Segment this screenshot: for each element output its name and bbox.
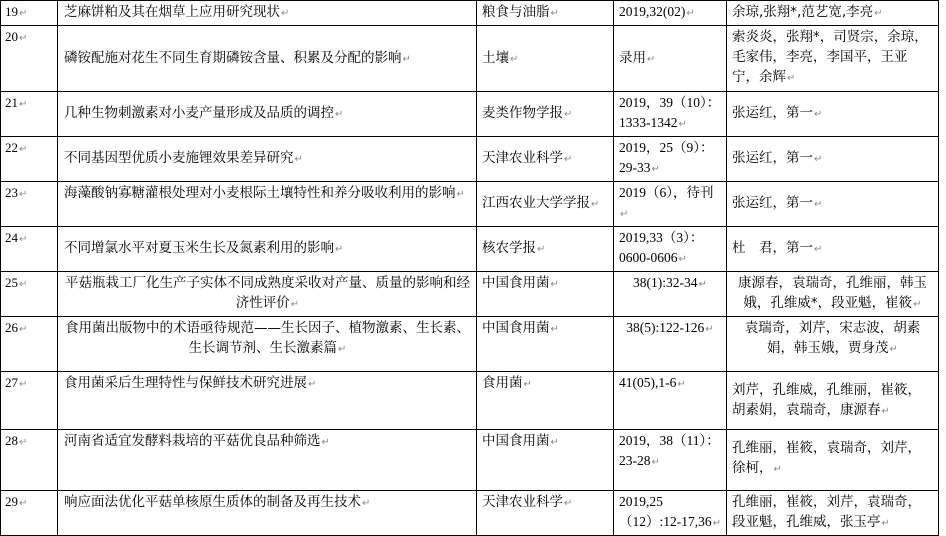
journal-name: 食用菌↵: [477, 372, 614, 430]
table-body: [1, 1, 939, 536]
table-row: [1, 227, 939, 272]
journal-name: 粮食与油脂↵: [477, 1, 614, 26]
row-number: 27↵: [1, 372, 58, 430]
publication-info: 2019,25（12）:12-17,36↵: [614, 491, 727, 536]
paper-title: 食用菌出版物中的术语亟待规范——生长因子、植物激素、生长素、生长调节剂、生长激素篇↵: [58, 317, 477, 372]
row-number: 29↵: [1, 491, 58, 536]
table-row: [1, 137, 939, 182]
row-number: 19↵: [1, 1, 58, 26]
publication-info: 2019，39（10）：1333-1342↵: [614, 92, 727, 137]
table-row: [1, 317, 939, 372]
authors: 张运红，第一↵: [727, 92, 939, 137]
publication-info: 41(05),1-6↵: [614, 372, 727, 430]
paper-title: 响应面法优化平菇单核原生质体的制备及再生技术↵: [58, 491, 477, 536]
row-number: 22↵: [1, 137, 58, 182]
table-row: [1, 1, 939, 26]
paper-title: 不同基因型优质小麦施锂效果差异研究↵: [58, 137, 477, 182]
table-row: [1, 430, 939, 491]
publication-info: 2019（6），待刊↵: [614, 182, 727, 227]
authors: 索炎炎，张翔*，司贤宗，余琼，毛家伟，李亮，李国平，王亚宁，余辉↵: [727, 26, 939, 92]
row-number: 25↵: [1, 272, 58, 317]
paper-title: 海藻酸钠寡糖灌根处理对小麦根际土壤特性和养分吸收利用的影响↵: [58, 182, 477, 227]
authors: 袁瑞奇，刘芹，宋志波，胡素娟，韩玉娥，贾身茂↵: [727, 317, 939, 372]
authors: 刘芹，孔维威，孔维丽，崔筱，胡素娟，袁瑞奇，康源春↵: [727, 372, 939, 430]
journal-name: 天津农业科学↵: [477, 491, 614, 536]
table-row: [1, 92, 939, 137]
table-row: [1, 26, 939, 92]
row-number: 21↵: [1, 92, 58, 137]
publication-info: 2019,33（3）：0600-0606↵: [614, 227, 727, 272]
authors: 康源春，袁瑞奇，孔维丽，韩玉娥，孔维威*，段亚魁，崔筱↵: [727, 272, 939, 317]
journal-name: 土壤↵: [477, 26, 614, 92]
table-row: [1, 372, 939, 430]
table-row: [1, 272, 939, 317]
journal-name: 中国食用菌↵: [477, 430, 614, 491]
journal-name: 天津农业科学↵: [477, 137, 614, 182]
journal-name: 中国食用菌↵: [477, 272, 614, 317]
authors: 孔维丽，崔筱，袁瑞奇，刘芹，徐柯，↵: [727, 430, 939, 491]
authors: 张运红，第一↵: [727, 182, 939, 227]
journal-name: 中国食用菌↵: [477, 317, 614, 372]
authors: 余琼,张翔*,范艺宽,李亮↵: [727, 1, 939, 26]
publication-info: 38(5):122-126↵: [614, 317, 727, 372]
row-number: 24↵: [1, 227, 58, 272]
paper-title: 河南省适宜发酵料栽培的平菇优良品种筛选↵: [58, 430, 477, 491]
journal-name: 麦类作物学报↵: [477, 92, 614, 137]
table-row: [1, 491, 939, 536]
publication-info: 2019，25（9）：29-33↵: [614, 137, 727, 182]
publication-info: 38(1):32-34↵: [614, 272, 727, 317]
publication-info: 2019，38（11）：23-28↵: [614, 430, 727, 491]
authors: 张运红，第一↵: [727, 137, 939, 182]
authors: 杜 君，第一↵: [727, 227, 939, 272]
authors: 孔维丽，崔筱，刘芹，袁瑞奇，段亚魁，孔维威，张玉亭↵: [727, 491, 939, 536]
row-number: 28↵: [1, 430, 58, 491]
row-number: 23↵: [1, 182, 58, 227]
paper-title: 磷铵配施对花生不同生育期磷铵含量、积累及分配的影响↵: [58, 26, 477, 92]
row-number: 20↵: [1, 26, 58, 92]
journal-name: 江西农业大学学报↵: [477, 182, 614, 227]
paper-title: 芝麻饼粕及其在烟草上应用研究现状↵: [58, 1, 477, 26]
paper-title: 不同增氯水平对夏玉米生长及氮素利用的影响↵: [58, 227, 477, 272]
paper-title: 平菇瓶栽工厂化生产子实体不同成熟度采收对产量、质量的影响和经济性评价↵: [58, 272, 477, 317]
paper-title: 几种生物刺激素对小麦产量形成及品质的调控↵: [58, 92, 477, 137]
publication-info: 2019,32(02)↵: [614, 1, 727, 26]
journal-name: 核农学报↵: [477, 227, 614, 272]
publication-info: 录用↵: [614, 26, 727, 92]
paper-title: 食用菌采后生理特性与保鲜技术研究进展↵: [58, 372, 477, 430]
table-row: [1, 182, 939, 227]
row-number: 26↵: [1, 317, 58, 372]
